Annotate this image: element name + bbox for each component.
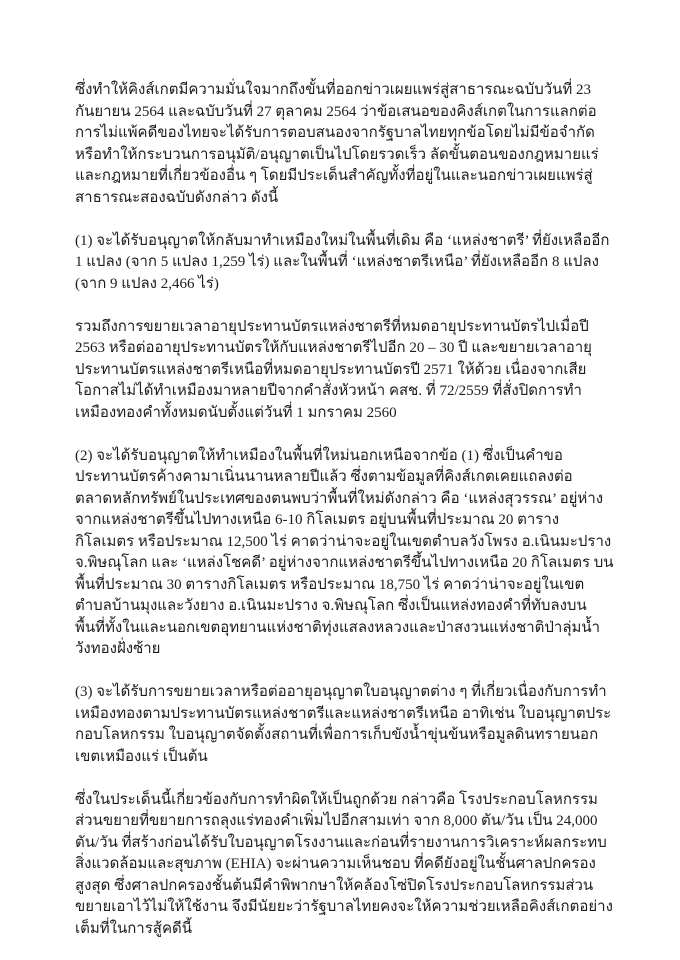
paragraph-item-2: (2) จะได้รับอนุญาตให้ทำเหมืองในพื้นที่ใหม่นอกเหนือจากข้อ (1) ซึ่งเป็นคำขอประทานบัตรค้างคามาเนิ่นนานหลายปีแล้ว ซึ่งตามข้อมูลที่คิงส์เกตเคยแถลงต่อตลาดหลักทรัพย์ในประเทศของตนพบว่าพื้นที่ใหม่ดังกล่าว คือ ‘แหล่งสุวรรณ’ อยู่ห่างจากแหล่งชาตรีขึ้นไปทางเหนือ 6-10 กิโลเมตร อยู่บนพื้นที่ประมาณ 20 ตารางกิโลเมตร หรือประมาณ 12,500 ไร่ คาดว่าน่าจะอยู่ในเขตตำบลวังโพรง อ.เนินมะปราง จ.พิษณุโลก และ ‘แหล่งโชคดี’ อยู่ห่างจากแหล่งชาตรีขึ้นไปทางเหนือ 20 กิโลเมตร บนพื้นที่ประมาณ 30 ตารางกิโลเมตร หรือประมาณ 18,750 ไร่ คาดว่าน่าจะอยู่ในเขตตำบลบ้านมุงและวังยาง อ.เนินมะปราง จ.พิษณุโลก ซึ่งเป็นแหล่งทองคำที่ทับลงบนพื้นที่ทั้งในและนอกเขตอุทยานแห่งชาติทุ่งแสลงหลวงและป่าสงวนแห่งชาติป่าลุ่มน้ำวังทองฝั่งซ้าย	[75, 447, 614, 657]
document-text-block	[75, 80, 615, 940]
paragraph-item-1: (1) จะได้รับอนุญาตให้กลับมาทำเหมืองใหม่ในพื้นที่เดิม คือ ‘แหล่งชาตรี’ ที่ยังเหลืออีก 1 แปลง (จาก 5 แปลง 1,259 ไร่) และในพื้นที่ ‘แหล่งชาตรีเหนือ’ ที่ยังเหลืออีก 8 แปลง (จาก 9 แปลง 2,466 ไร่)	[75, 232, 610, 292]
paragraph-closing: ซึ่งในประเด็นนี้เกี่ยวข้องกับการทำผิดให้เป็นถูกด้วย กล่าวคือ โรงประกอบโลหกรรมส่วนขยายที่ขยายการถลุงแร่ทองคำเพิ่มไปอีกสามเท่า จาก 8,000 ตัน/วัน เป็น 24,000 ตัน/วัน ที่สร้างก่อนได้รับใบอนุญาตโรงงานและก่อนที่รายงานการวิเคราะห์ผลกระทบสิ่งแวดล้อมและสุขภาพ (EHIA) จะผ่านความเห็นชอบ ที่คดียังอยู่ในชั้นศาลปกครองสูงสุด ซึ่งศาลปกครองชั้นต้นมีคำพิพากษาให้คล้องโซ่ปิดโรงประกอบโลหกรรมส่วนขยายเอาไว้ไม่ให้ใช้งาน จึงมีนัยยะว่ารัฐบาลไทยคงจะให้ความช่วยเหลือคิงส์เกตอย่างเต็มที่ในการสู้คดีนี้	[75, 791, 613, 937]
paragraph-item-3: (3) จะได้รับการขยายเวลาหรือต่ออายุอนุญาตใบอนุญาตต่าง ๆ ที่เกี่ยวเนื่องกับการทำเหมืองทองตามประทานบัตรแหล่งชาตรีและแหล่งชาตรีเหนือ อาทิเช่น ใบอนุญาตประกอบโลหกรรม ใบอนุญาตจัดตั้งสถานที่เพื่อการเก็บขังน้ำขุ่นข้นหรือมูลดินทรายนอกเขตเหมืองแร่ เป็นต้น	[75, 684, 612, 765]
paragraph-item-1-extension: รวมถึงการขยายเวลาอายุประทานบัตรแหล่งชาตรีที่หมดอายุประทานบัตรไปเมื่อปี 2563 หรือต่ออายุประทานบัตรให้กับแหล่งชาตรีไปอีก 20 – 30 ปี และขยายเวลาอายุประทานบัตรแหล่งชาตรีเหนือที่หมดอายุประทานบัตรปี 2571 ให้ด้วย เนื่องจากเสียโอกาสไม่ได้ทำเหมืองมาหลายปีจากคำสั่งหัวหน้า คสช. ที่ 72/2559 ที่สั่งปิดการทำเหมืองทองคำทั้งหมดนับตั้งแต่วันที่ 1 มกราคม 2560	[75, 318, 592, 421]
paragraph-intro: ซึ่งทำให้คิงส์เกตมีความมั่นใจมากถึงขั้นที่ออกข่าวเผยแพร่สู่สาธารณะฉบับวันที่ 23 กันยายน 2564 และฉบับวันที่ 27 ตุลาคม 2564 ว่าข้อเสนอของคิงส์เกตในการแลกต่อการไม่แพ้คดีของไทยจะได้รับการตอบสนองจากรัฐบาลไทยทุกข้อโดยไม่มีข้อจำกัด หรือทำให้กระบวนการอนุมัติ/อนุญาตเป็นไปโดยรวดเร็ว ลัดขั้นตอนของกฎหมายแร่และกฎหมายที่เกี่ยวข้องอื่น ๆ โดยมีประเด็นสำคัญทั้งที่อยู่ในและนอกข่าวเผยแพร่สู่สาธารณะสองฉบับดังกล่าว ดังนี้	[75, 82, 599, 206]
